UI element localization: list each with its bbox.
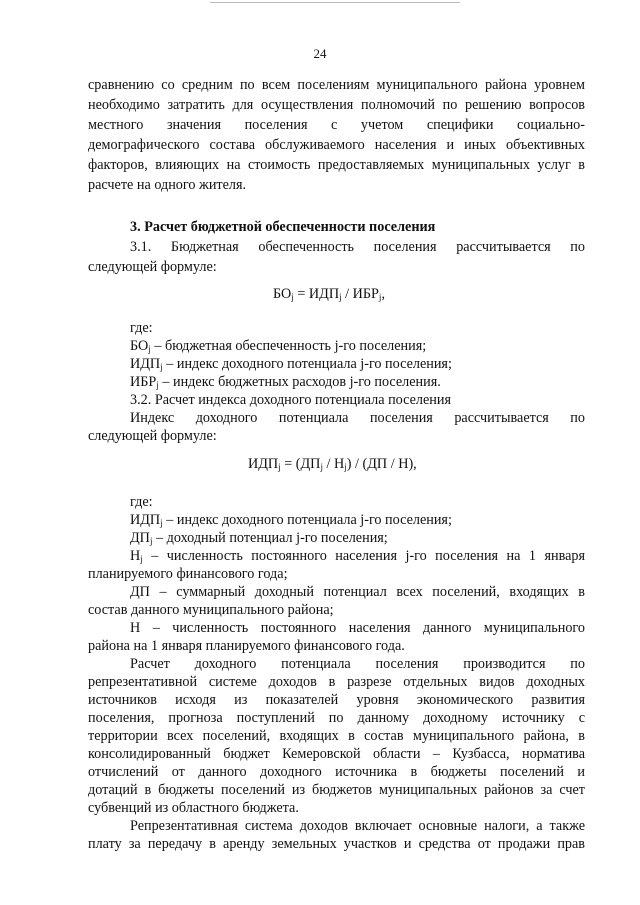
definition-line: $ИБР_j$ – индекс бюджетных расходов j-го поселения. xyxy=(130,374,441,390)
page-top-rule xyxy=(210,2,460,3)
text-line: источников исходя из показателей уровня экономического развития xyxy=(88,692,585,708)
text-line: расчете на одного жителя. xyxy=(88,177,247,193)
definition-line: Н – численность постоянного населения данного муниципального xyxy=(130,620,585,636)
text-line: где: xyxy=(130,494,153,510)
definition-line: $ИДП_j$ – индекс доходного потенциала j-го поселения; xyxy=(130,512,452,528)
page-number: 24 xyxy=(313,46,327,61)
definition-line: $ИДП_j$ – индекс доходного потенциала j-го поселения; xyxy=(130,356,452,372)
text-line: отчислений от данного доходного источника в бюджеты поселений и xyxy=(88,764,585,780)
text-line: дотаций в бюджеты поселений из бюджетов муниципальных районов за счет xyxy=(88,782,585,798)
text-line: Репрезентативная система доходов включает основные налоги, а также xyxy=(130,818,585,834)
definition-line: района на 1 января планируемого финансового года. xyxy=(88,638,405,654)
definition-line: ДП – суммарный доходный потенциал всех поселений, входящих в xyxy=(130,584,585,600)
text-line: репрезентативной системе доходов в разрезе отдельных видов доходных xyxy=(88,674,585,690)
text-line: 3.1. Бюджетная обеспеченность поселения рассчитывается по xyxy=(130,239,585,255)
section-heading: 3. Расчет бюджетной обеспеченности поселения xyxy=(130,219,436,235)
text-line: следующей формуле: xyxy=(88,428,217,444)
subsection-title: 3.2. Расчет индекса доходного потенциала поселения xyxy=(130,392,451,408)
text-line: демографического состава обслуживаемого населения и иных объективных xyxy=(88,137,585,153)
text-line: где: xyxy=(130,320,153,336)
formula-budget-provision: $БО_j = ИДП_j / ИБР_j$, xyxy=(273,286,385,302)
text-line: Расчет доходного потенциала поселения производится по xyxy=(130,656,585,672)
text-line: местного значения поселения с учетом специфики социально- xyxy=(88,117,585,133)
text-line: плату за передачу в аренду земельных участков и средства от продажи прав xyxy=(88,836,585,852)
text-line: следующей формуле: xyxy=(88,259,217,275)
definition-line: планируемого финансового года; xyxy=(88,566,288,582)
definition-line: $ДП_j$ – доходный потенциал j-го поселения; xyxy=(130,530,388,546)
text-line: сравнению со средним по всем поселениям муниципального района уровнем xyxy=(88,77,585,93)
text-line: поселения, прогноза поступлений по данному доходному источнику с xyxy=(88,710,585,726)
definition-line: состав данного муниципального района; xyxy=(88,602,334,618)
text-line: факторов, влияющих на стоимость предоставляемых муниципальных услуг в xyxy=(88,157,585,173)
text-line: субвенций из областного бюджета. xyxy=(88,800,299,816)
formula-income-index: $ИДП_j = (ДП_j / Н_j) / (ДП / Н)$, xyxy=(248,456,417,472)
text-line: консолидированный бюджет Кемеровской области – Кузбасса, норматива xyxy=(88,746,585,762)
text-line: территории всех поселений, входящих в состав муниципального района, в xyxy=(88,728,585,744)
definition-line: $БО_j$ – бюджетная обеспеченность j-го поселения; xyxy=(130,338,427,354)
text-line: необходимо затратить для осуществления полномочий по решению вопросов xyxy=(88,97,585,113)
text-line: Индекс доходного потенциала поселения рассчитывается по xyxy=(130,410,585,426)
definition-line: $Н_j$ – численность постоянного населения j-го поселения на 1 января xyxy=(130,548,585,564)
